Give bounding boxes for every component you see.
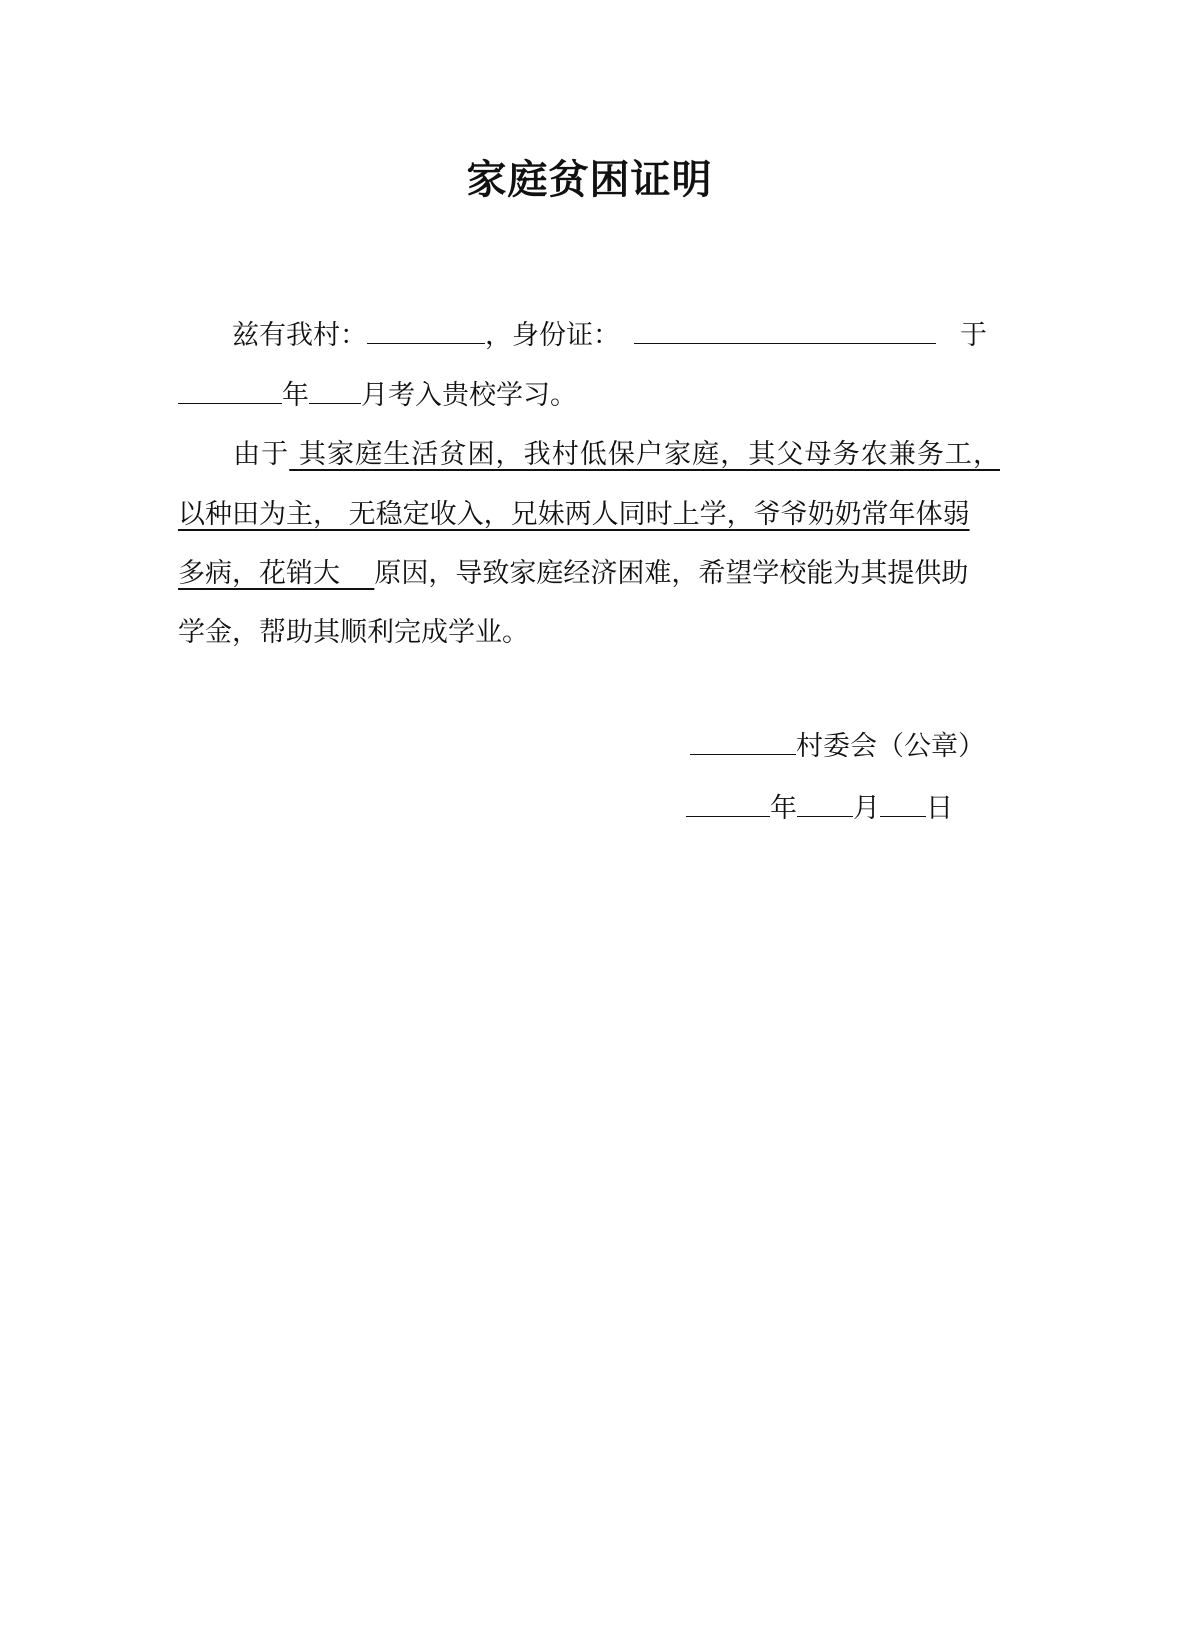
date-day-blank xyxy=(880,780,926,817)
reason-text-2: 以种田为主， 无稳定收入，兄妹两人同时上学，爷爷奶奶常年体弱 xyxy=(178,499,970,530)
para2-line4 xyxy=(178,602,1000,663)
month-label: 月考入贵校学习。 xyxy=(361,380,577,411)
reason-lead: 由于 xyxy=(232,439,290,470)
date-day-label: 日 xyxy=(926,793,953,824)
committee-seal-line xyxy=(690,716,985,777)
year-label: 年 xyxy=(282,380,309,411)
reason-text-3: 多病，花销大 xyxy=(178,558,375,589)
village-label: 兹有我村： xyxy=(232,320,367,351)
date-month-label: 月 xyxy=(853,793,880,824)
date-year-blank xyxy=(686,780,770,817)
closing-text: 学金，帮助其顺利完成学业。 xyxy=(178,617,529,648)
month-blank xyxy=(309,367,361,404)
year-blank xyxy=(178,367,282,404)
para2-line1 xyxy=(178,424,1000,485)
para2-line2 xyxy=(178,484,1000,545)
para2-line3 xyxy=(178,543,1000,604)
reason-tail: 原因，导致家庭经济困难，希望学校能为其提供助 xyxy=(374,558,969,589)
village-blank xyxy=(367,307,485,344)
date-line xyxy=(686,778,953,839)
at-label: 于 xyxy=(960,320,987,351)
document-title: 家庭贫困证明 xyxy=(466,157,713,203)
para1-line2 xyxy=(178,365,1000,426)
para1-line1 xyxy=(178,305,1000,366)
date-month-blank xyxy=(797,780,853,817)
committee-label: 村委会（公章） xyxy=(796,731,985,762)
committee-blank xyxy=(690,718,796,755)
id-label: ，身份证： xyxy=(485,320,620,351)
id-blank xyxy=(634,307,936,344)
reason-text-1: 其家庭生活贫困，我村低保户家庭，其父母务农兼务工， xyxy=(289,439,1000,470)
date-year-label: 年 xyxy=(770,793,797,824)
